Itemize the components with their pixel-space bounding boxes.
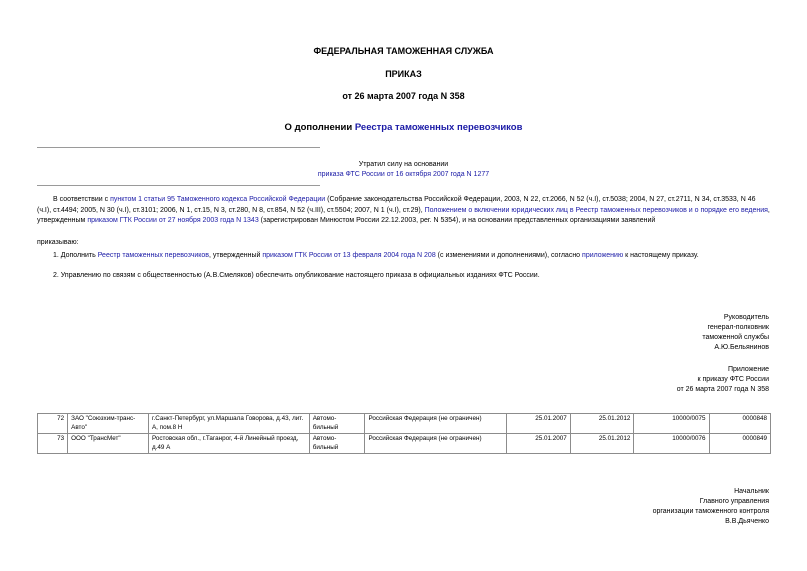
appendix-link[interactable]: приложению bbox=[582, 252, 624, 259]
divider-bottom bbox=[37, 185, 320, 186]
cell-reg-no: 0000849 bbox=[709, 434, 770, 454]
cell-kind: Автомо-бильный bbox=[309, 434, 365, 454]
register-link[interactable]: Реестра таможенных перевозчиков bbox=[354, 122, 523, 133]
preamble-text-3: , утвержденным bbox=[37, 206, 770, 224]
cell-name: ООО "ТрансМет" bbox=[68, 434, 149, 454]
cell-date-to: 25.01.2012 bbox=[570, 434, 634, 454]
cell-license: 10000/0076 bbox=[634, 434, 709, 454]
carrier-register-table bbox=[37, 413, 771, 454]
cell-license: 10000/0075 bbox=[634, 414, 709, 434]
preamble bbox=[37, 195, 771, 227]
order-item-2: 2. Управлению по связям с общественностью (А.В.Смеляков) обеспечить опубликование настоящего приказа в официальных изданиях ФТС России. bbox=[53, 272, 540, 279]
signature-line: Руководитель bbox=[723, 314, 769, 321]
appendix-line: к приказу ФТС России bbox=[697, 376, 769, 383]
revoking-order-link[interactable]: приказа ФТС России от 16 октября 2007 года N 1277 bbox=[317, 171, 490, 178]
signature-line: А.Ю.Бельянинов bbox=[714, 344, 769, 351]
closing-signature-line: В.В.Дьяченко bbox=[725, 518, 769, 525]
agency-title: ФЕДЕРАЛЬНАЯ ТАМОЖЕННАЯ СЛУЖБА bbox=[313, 46, 494, 56]
cell-date-from: 25.01.2007 bbox=[507, 414, 571, 434]
gtk-order-1343-link[interactable]: приказом ГТК России от 27 ноября 2003 года N 1343 bbox=[87, 217, 259, 224]
gtk-order-208-link[interactable]: приказом ГТК России от 13 февраля 2004 года N 208 bbox=[262, 252, 436, 259]
item1-text-2: , утвержденный bbox=[209, 252, 263, 259]
cell-reg-no: 0000848 bbox=[709, 414, 770, 434]
appendix-header bbox=[677, 365, 769, 395]
order-word: приказываю: bbox=[37, 239, 79, 246]
cell-territory: Российская Федерация (не ограничен) bbox=[365, 434, 507, 454]
cell-address: г.Санкт-Петербург, ул.Маршала Говорова, д.43, лит. А, пом.8 Н bbox=[148, 414, 309, 434]
appendix-line: Приложение bbox=[727, 366, 769, 373]
cell-territory: Российская Федерация (не ограничен) bbox=[365, 414, 507, 434]
table-row bbox=[38, 434, 771, 454]
preamble-text-2: (Собрание законодательства Российской Федерации, 2003, N 22, ст.2066, N 52 (ч.I), ст.5038; 2004, N 27, ст.2711, N 34, ст.3533, N 46 (ч.I), ст.4494; 2005, N 30 (ч.I), ст.3101; 2006, N 1, ст.15, N 3, ст.280, N 8, ст.854, N 52 (ч.III), ст.5504; 2007, N 1 (ч.I), ст.29), bbox=[37, 196, 756, 214]
item1-text-1: 1. Дополнить bbox=[53, 252, 98, 259]
closing-signature-line: организации таможенного контроля bbox=[652, 508, 769, 515]
signature-block bbox=[702, 313, 769, 353]
divider-top bbox=[37, 147, 320, 148]
cell-date-to: 25.01.2012 bbox=[570, 414, 634, 434]
cell-date-from: 25.01.2007 bbox=[507, 434, 571, 454]
doc-subject bbox=[0, 122, 807, 133]
preamble-text-1: В соответствии с bbox=[53, 196, 111, 203]
cell-address: Ростовская обл., г.Таганрог, 4-й Линейный проезд, д.49 А bbox=[148, 434, 309, 454]
preamble-text-4: (зарегистрирован Минюстом России 22.12.2003, рег. N 5354), и на основании представленных организациями заявлений bbox=[258, 217, 656, 224]
register-link-2[interactable]: Реестр таможенных перевозчиков bbox=[97, 252, 210, 259]
signature-line: таможенной службы bbox=[702, 334, 769, 341]
closing-signature-block bbox=[653, 487, 769, 527]
doc-type: ПРИКАЗ bbox=[385, 69, 422, 79]
customs-code-link[interactable]: пунктом 1 статьи 95 Таможенного кодекса Российской Федерации bbox=[110, 196, 326, 203]
revoked-note bbox=[0, 160, 807, 180]
item1-text-3: (с изменениями и дополнениями), согласно bbox=[435, 252, 583, 259]
signature-line: генерал-полковник bbox=[707, 324, 769, 331]
cell-num: 73 bbox=[38, 434, 68, 454]
cell-num: 72 bbox=[38, 414, 68, 434]
table-row bbox=[38, 414, 771, 434]
item1-text-4: к настоящему приказу. bbox=[623, 252, 699, 259]
subject-prefix: О дополнении bbox=[284, 122, 355, 133]
cell-kind: Автомо-бильный bbox=[309, 414, 365, 434]
revoked-note-line1: Утратил силу на основании bbox=[358, 161, 449, 168]
closing-signature-line: Начальник bbox=[734, 488, 769, 495]
appendix-line: от 26 марта 2007 года N 358 bbox=[676, 386, 769, 393]
order-item-1 bbox=[53, 251, 771, 262]
regulation-link[interactable]: Положением о включении юридических лиц в Реестр таможенных перевозчиков и о порядке его ведения bbox=[424, 206, 768, 214]
doc-date: от 26 марта 2007 года N 358 bbox=[342, 91, 465, 101]
cell-name: ЗАО "Союзхим-транс-Авто" bbox=[68, 414, 149, 434]
closing-signature-line: Главного управления bbox=[699, 498, 769, 505]
